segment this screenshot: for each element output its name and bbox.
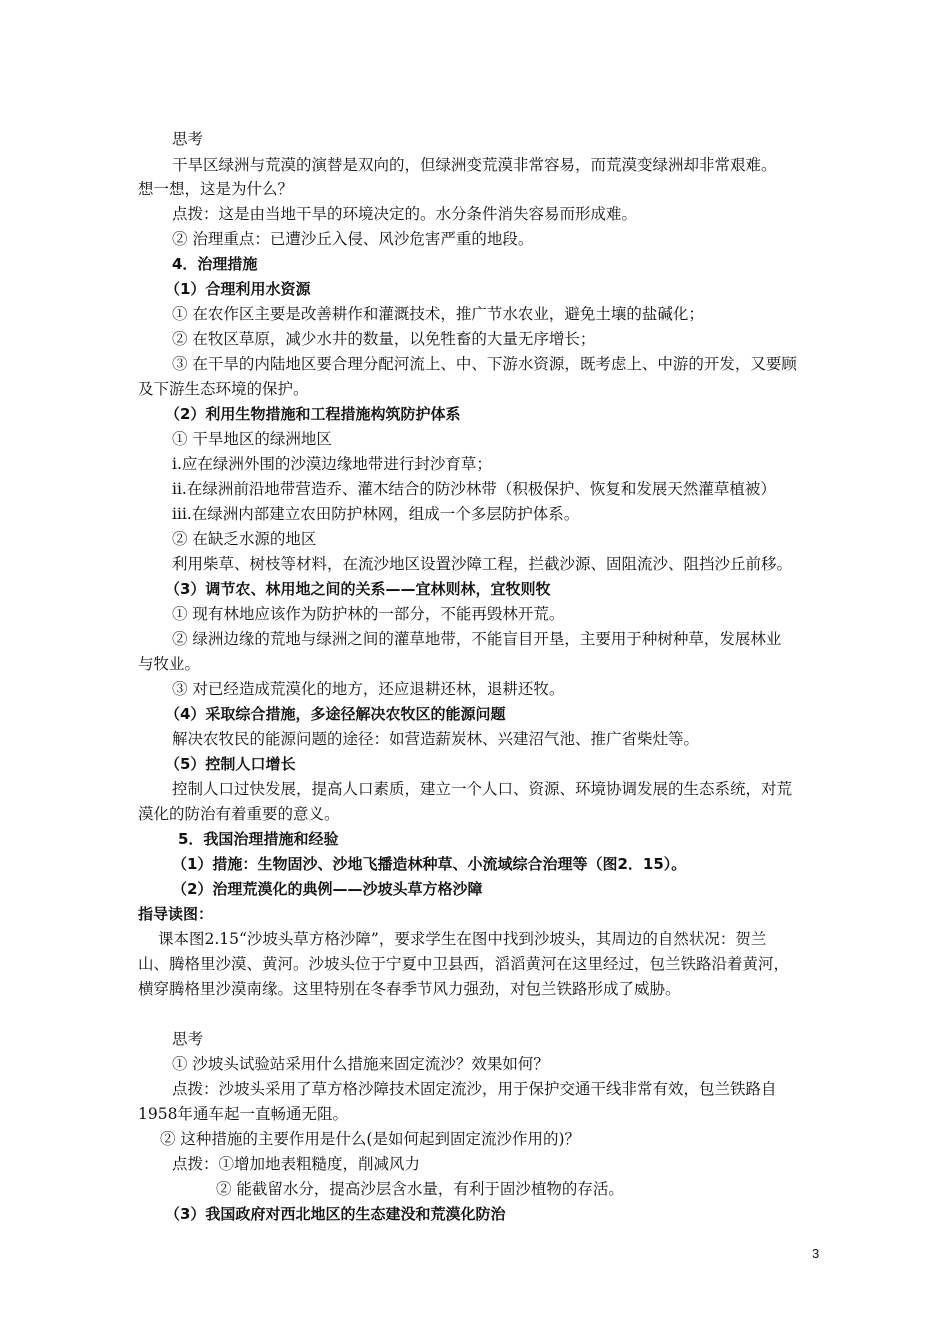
page-number: 3 [812, 1246, 820, 1261]
paragraph-line: 横穿腾格里沙漠南缘。这里特别在冬春季节风力强劲，对包兰铁路形成了威胁。 [138, 980, 681, 998]
list-item: ⅲ.在绿洲内部建立农田防护林网，组成一个多层防护体系。 [172, 505, 580, 523]
paragraph-line: 1958年通车起一直畅通无阻。 [138, 1105, 348, 1123]
subsection-heading: （3）我国政府对西北地区的生态建没和荒漠化防治 [165, 1205, 506, 1223]
list-item: ⅱ.在绿洲前沿地带营造乔、灌木结合的防沙林带（积极保护、恢复和发展天然灌草植被） [172, 480, 776, 498]
list-item: ③ 对已经造成荒漠化的地方，还应退耕还林，退耕还牧。 [172, 680, 565, 698]
section-heading: 4．治理措施 [172, 255, 258, 273]
subsection-heading: （2）治理荒漠化的典例——沙坡头草方格沙障 [172, 880, 483, 898]
paragraph-line: 解决农牧民的能源问题的途径：如营造薪炭林、兴建沼气池、推广省柴灶等。 [172, 730, 700, 748]
paragraph-line: ② 治理重点：已遭沙丘入侵、风沙危害严重的地段。 [172, 230, 534, 248]
subsection-heading: （1）措施：生物固沙、沙地飞播造林种草、小流域综合治理等（图2．15）。 [172, 855, 687, 873]
subsection-heading: （5）控制人口增长 [165, 755, 296, 773]
list-item: ① 沙坡头试验站采用什么措施来固定流沙？效果如何？ [172, 1055, 549, 1073]
subsection-heading: （2）利用生物措施和工程措施构筑防护体系 [165, 405, 461, 423]
list-item: ② 绿洲边缘的荒地与绿洲之间的灌草地带，不能盲目开垦，主要用于种树种草，发展林业 [172, 630, 782, 648]
list-item: ① 现有林地应该作为防护林的一部分，不能再毁林开荒。 [172, 605, 565, 623]
paragraph-line: 利用柴草、树枝等材料，在流沙地区设置沙障工程，拦截沙源、固阻流沙、阻挡沙丘前移。 [172, 555, 793, 573]
paragraph-line: ② 能截留水分，提高沙层含水量，有利于固沙植物的存活。 [216, 1180, 624, 1198]
subsection-heading: （3）调节农、林用地之间的关系——宜林则林，宜牧则牧 [165, 580, 551, 598]
paragraph-line: 想一想，这是为什么？ [138, 180, 294, 198]
paragraph-line: 与牧业。 [138, 655, 201, 673]
paragraph-line: 点拨：沙坡头采用了草方格沙障技术固定流沙，用于保护交通干线非常有效，包兰铁路自 [172, 1080, 777, 1098]
paragraph-line: 干旱区绿洲与荒漠的演替是双向的，但绿洲变荒漠非常容易，而荒漠变绿洲却非常艰难。 [172, 156, 777, 174]
list-item: ① 干旱地区的绿洲地区 [172, 430, 332, 448]
subsection-heading: （1）合理利用水资源 [165, 280, 311, 298]
list-item: ② 在牧区草原，减少水井的数量，以免牲畜的大量无序增长； [172, 330, 596, 348]
heading-think-2: 思考 [172, 1030, 204, 1048]
list-item: ② 这种措施的主要作用是什么(是如何起到固定流沙作用的)？ [160, 1130, 581, 1148]
paragraph-line: 课本图2.15“沙坡头草方格沙障”，要求学生在图中找到沙坡头，其周边的自然状况：贺兰 [158, 930, 767, 948]
paragraph-line: 点拨：①增加地表粗糙度，削减风力 [172, 1155, 421, 1173]
list-item: ① 在农作区主要是改善耕作和灌溉技术，推广节水农业，避免土壤的盐碱化； [172, 305, 704, 323]
list-item: ② 在缺乏水源的地区 [172, 530, 317, 548]
guide-heading: 指导读图： [138, 905, 214, 923]
paragraph-line: 漠化的防治有着重要的意义。 [138, 805, 340, 823]
paragraph-line: 控制人口过快发展，提高人口素质，建立一个人口、资源、环境协调发展的生态系统，对荒 [172, 780, 793, 798]
heading-think-1: 思考 [172, 130, 204, 148]
subsection-heading: （4）采取综合措施，多途径解决农牧区的能源问题 [165, 705, 506, 723]
paragraph-line: 山、腾格里沙漠、黄河。沙坡头位于宁夏中卫县西，滔滔黄河在这里经过，包兰铁路沿着黄河， [138, 955, 790, 973]
paragraph-line: 点拨：这是由当地干旱的环境决定的。水分条件消失容易而形成难。 [172, 205, 638, 223]
list-item: ⅰ.应在绿洲外围的沙漠边缘地带进行封沙育草； [172, 455, 492, 473]
paragraph-line: 及下游生态环境的保护。 [138, 380, 309, 398]
list-item: ③ 在干旱的内陆地区要合理分配河流上、中、下游水资源，既考虑上、中游的开发，又要顾 [172, 355, 797, 373]
section-heading: 5．我国治理措施和经验 [178, 830, 339, 848]
